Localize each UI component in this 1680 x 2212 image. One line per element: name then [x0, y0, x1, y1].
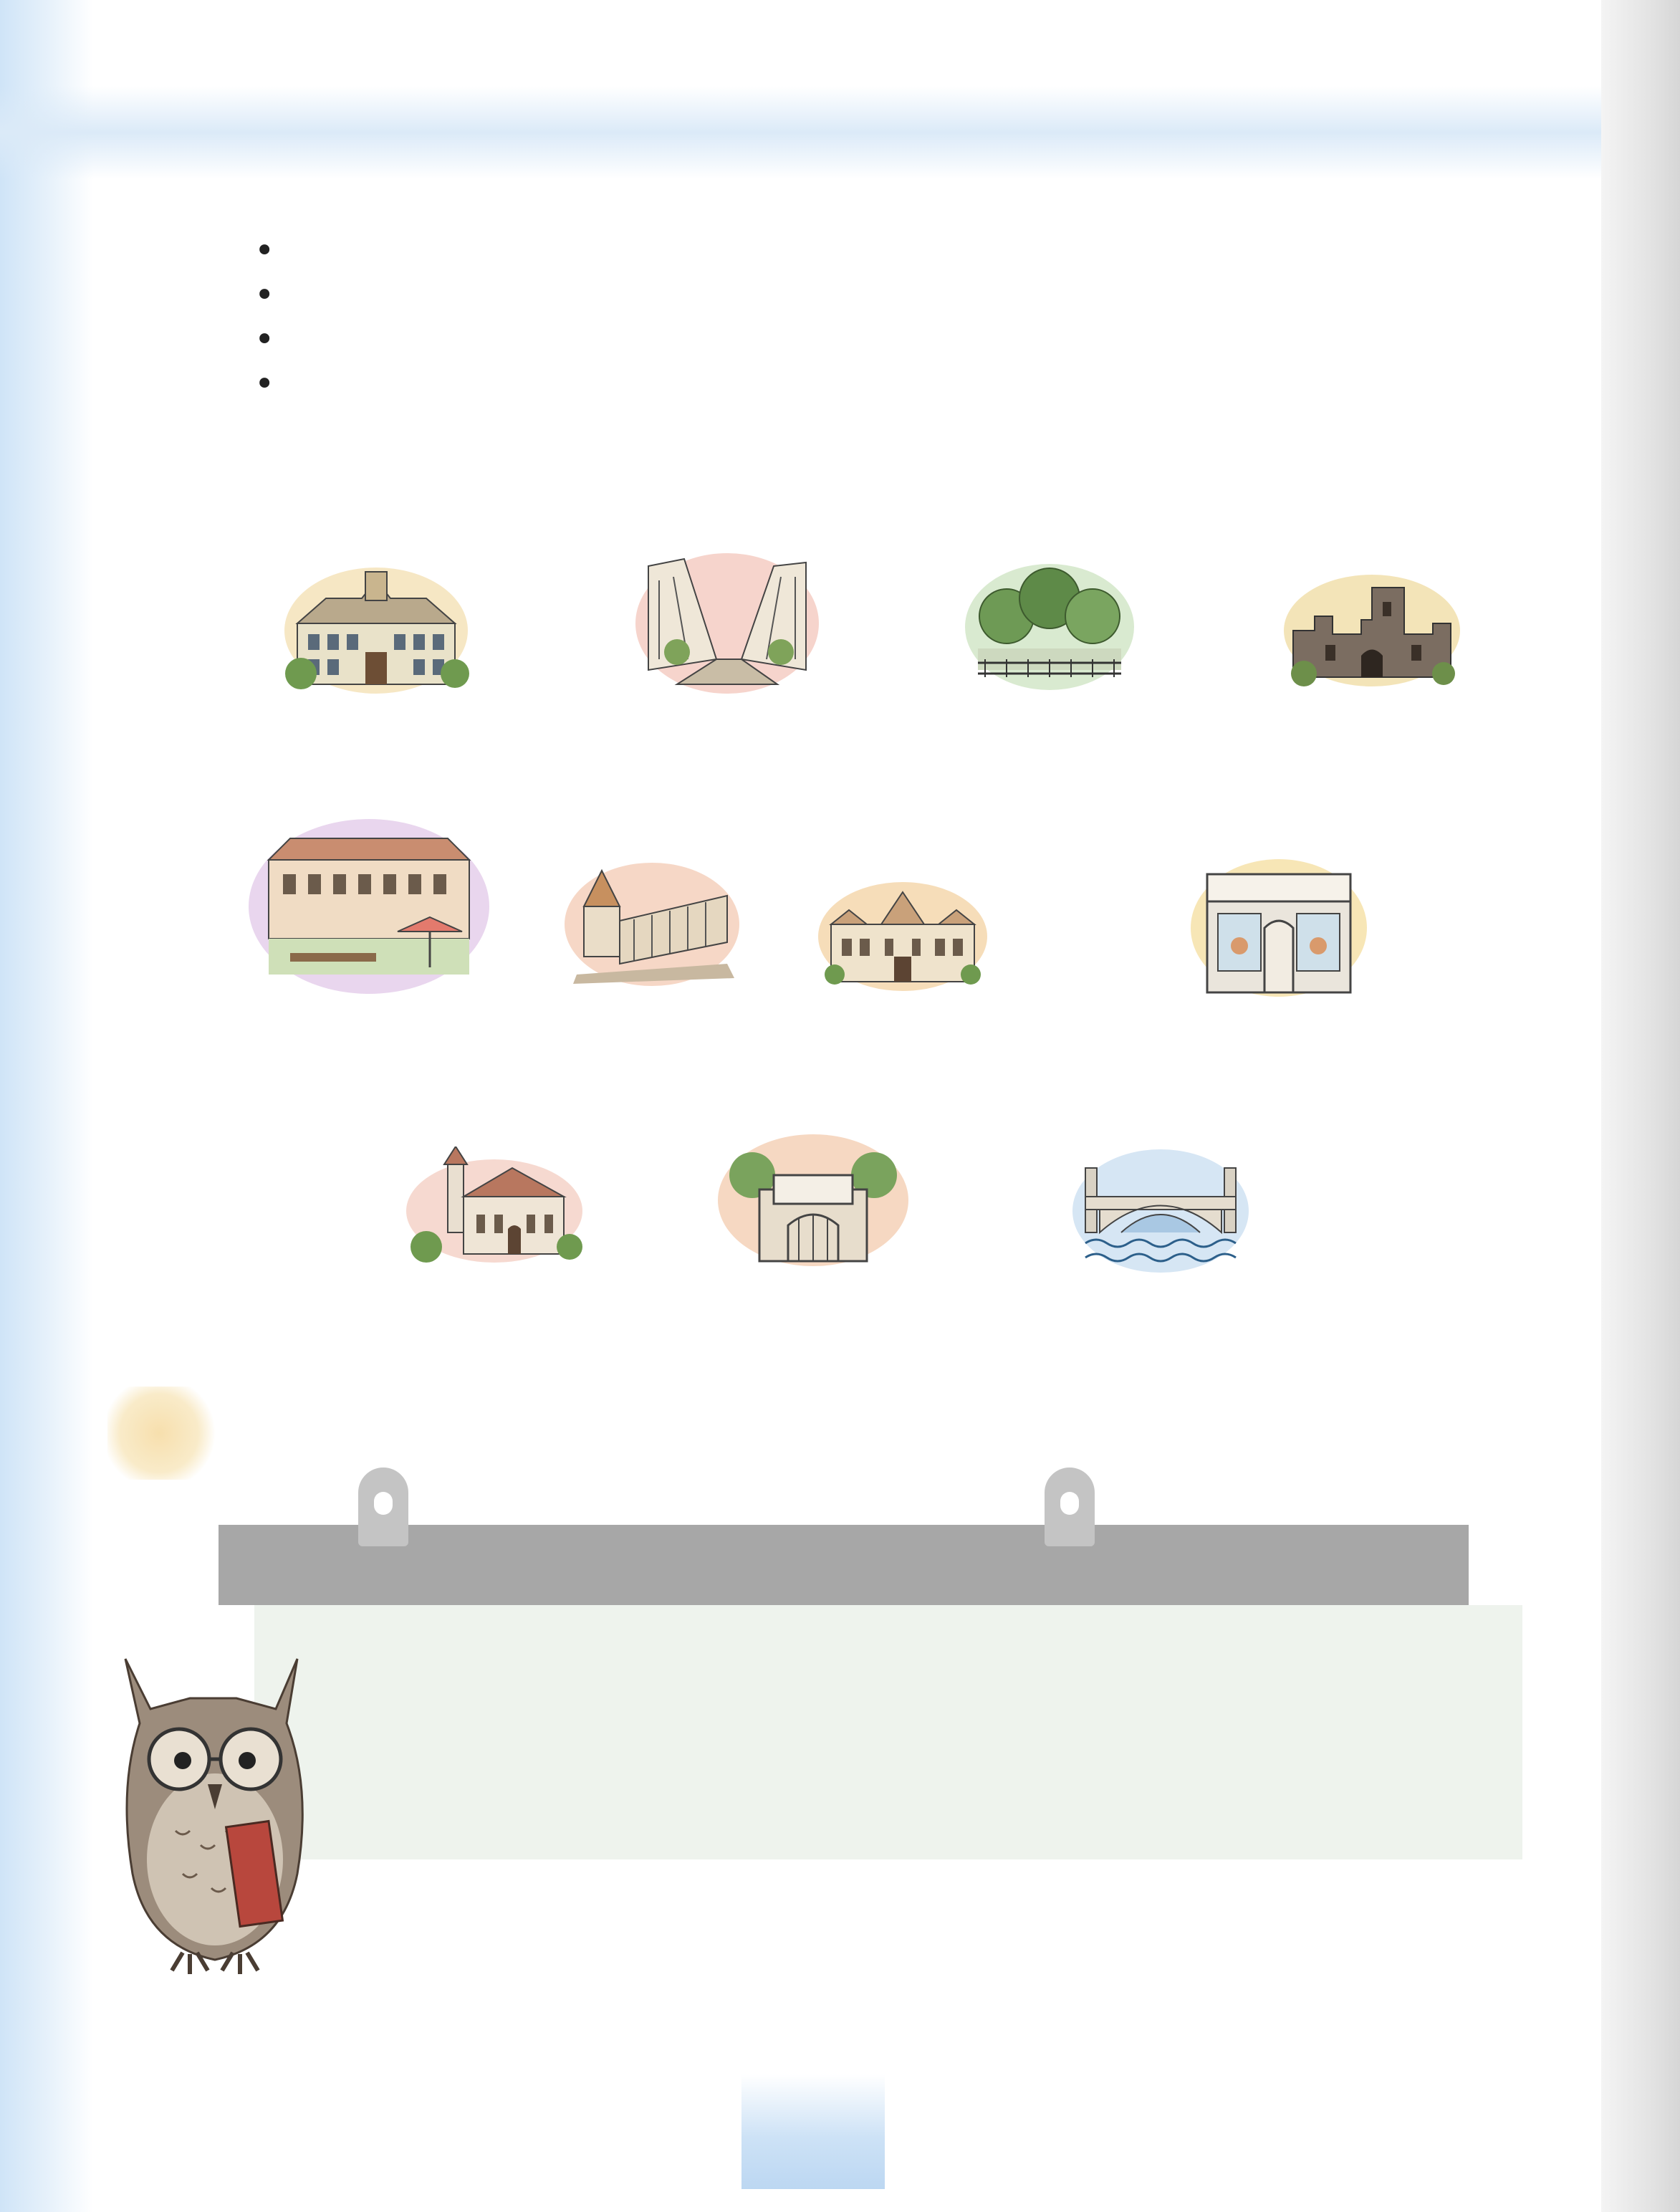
street-icon — [634, 545, 820, 695]
grammar-board — [254, 1605, 1522, 1859]
park-icon — [964, 555, 1136, 691]
square-icon — [562, 856, 741, 989]
town-hall-icon — [283, 559, 469, 695]
castle-ruin-icon — [1282, 566, 1461, 688]
museum-icon — [817, 878, 989, 992]
exercise-number-badge — [107, 1387, 222, 1480]
question-4 — [254, 364, 290, 404]
board-hook-left — [358, 1468, 408, 1546]
courtyard-icon — [247, 817, 491, 996]
question-2 — [254, 275, 290, 315]
zoo-icon — [716, 1125, 910, 1268]
toy-shop-icon — [1189, 856, 1368, 1000]
owl-icon — [82, 1644, 351, 1981]
question-1 — [254, 231, 290, 271]
page-edge-shadow — [1601, 0, 1680, 2212]
church-icon — [405, 1146, 584, 1265]
bridge-icon — [1071, 1139, 1250, 1275]
left-margin-glow — [0, 0, 93, 2212]
question-3 — [254, 320, 290, 360]
top-band-glow — [0, 86, 1633, 179]
board-hook-right — [1045, 1468, 1095, 1546]
page-number-bg — [741, 2074, 885, 2189]
